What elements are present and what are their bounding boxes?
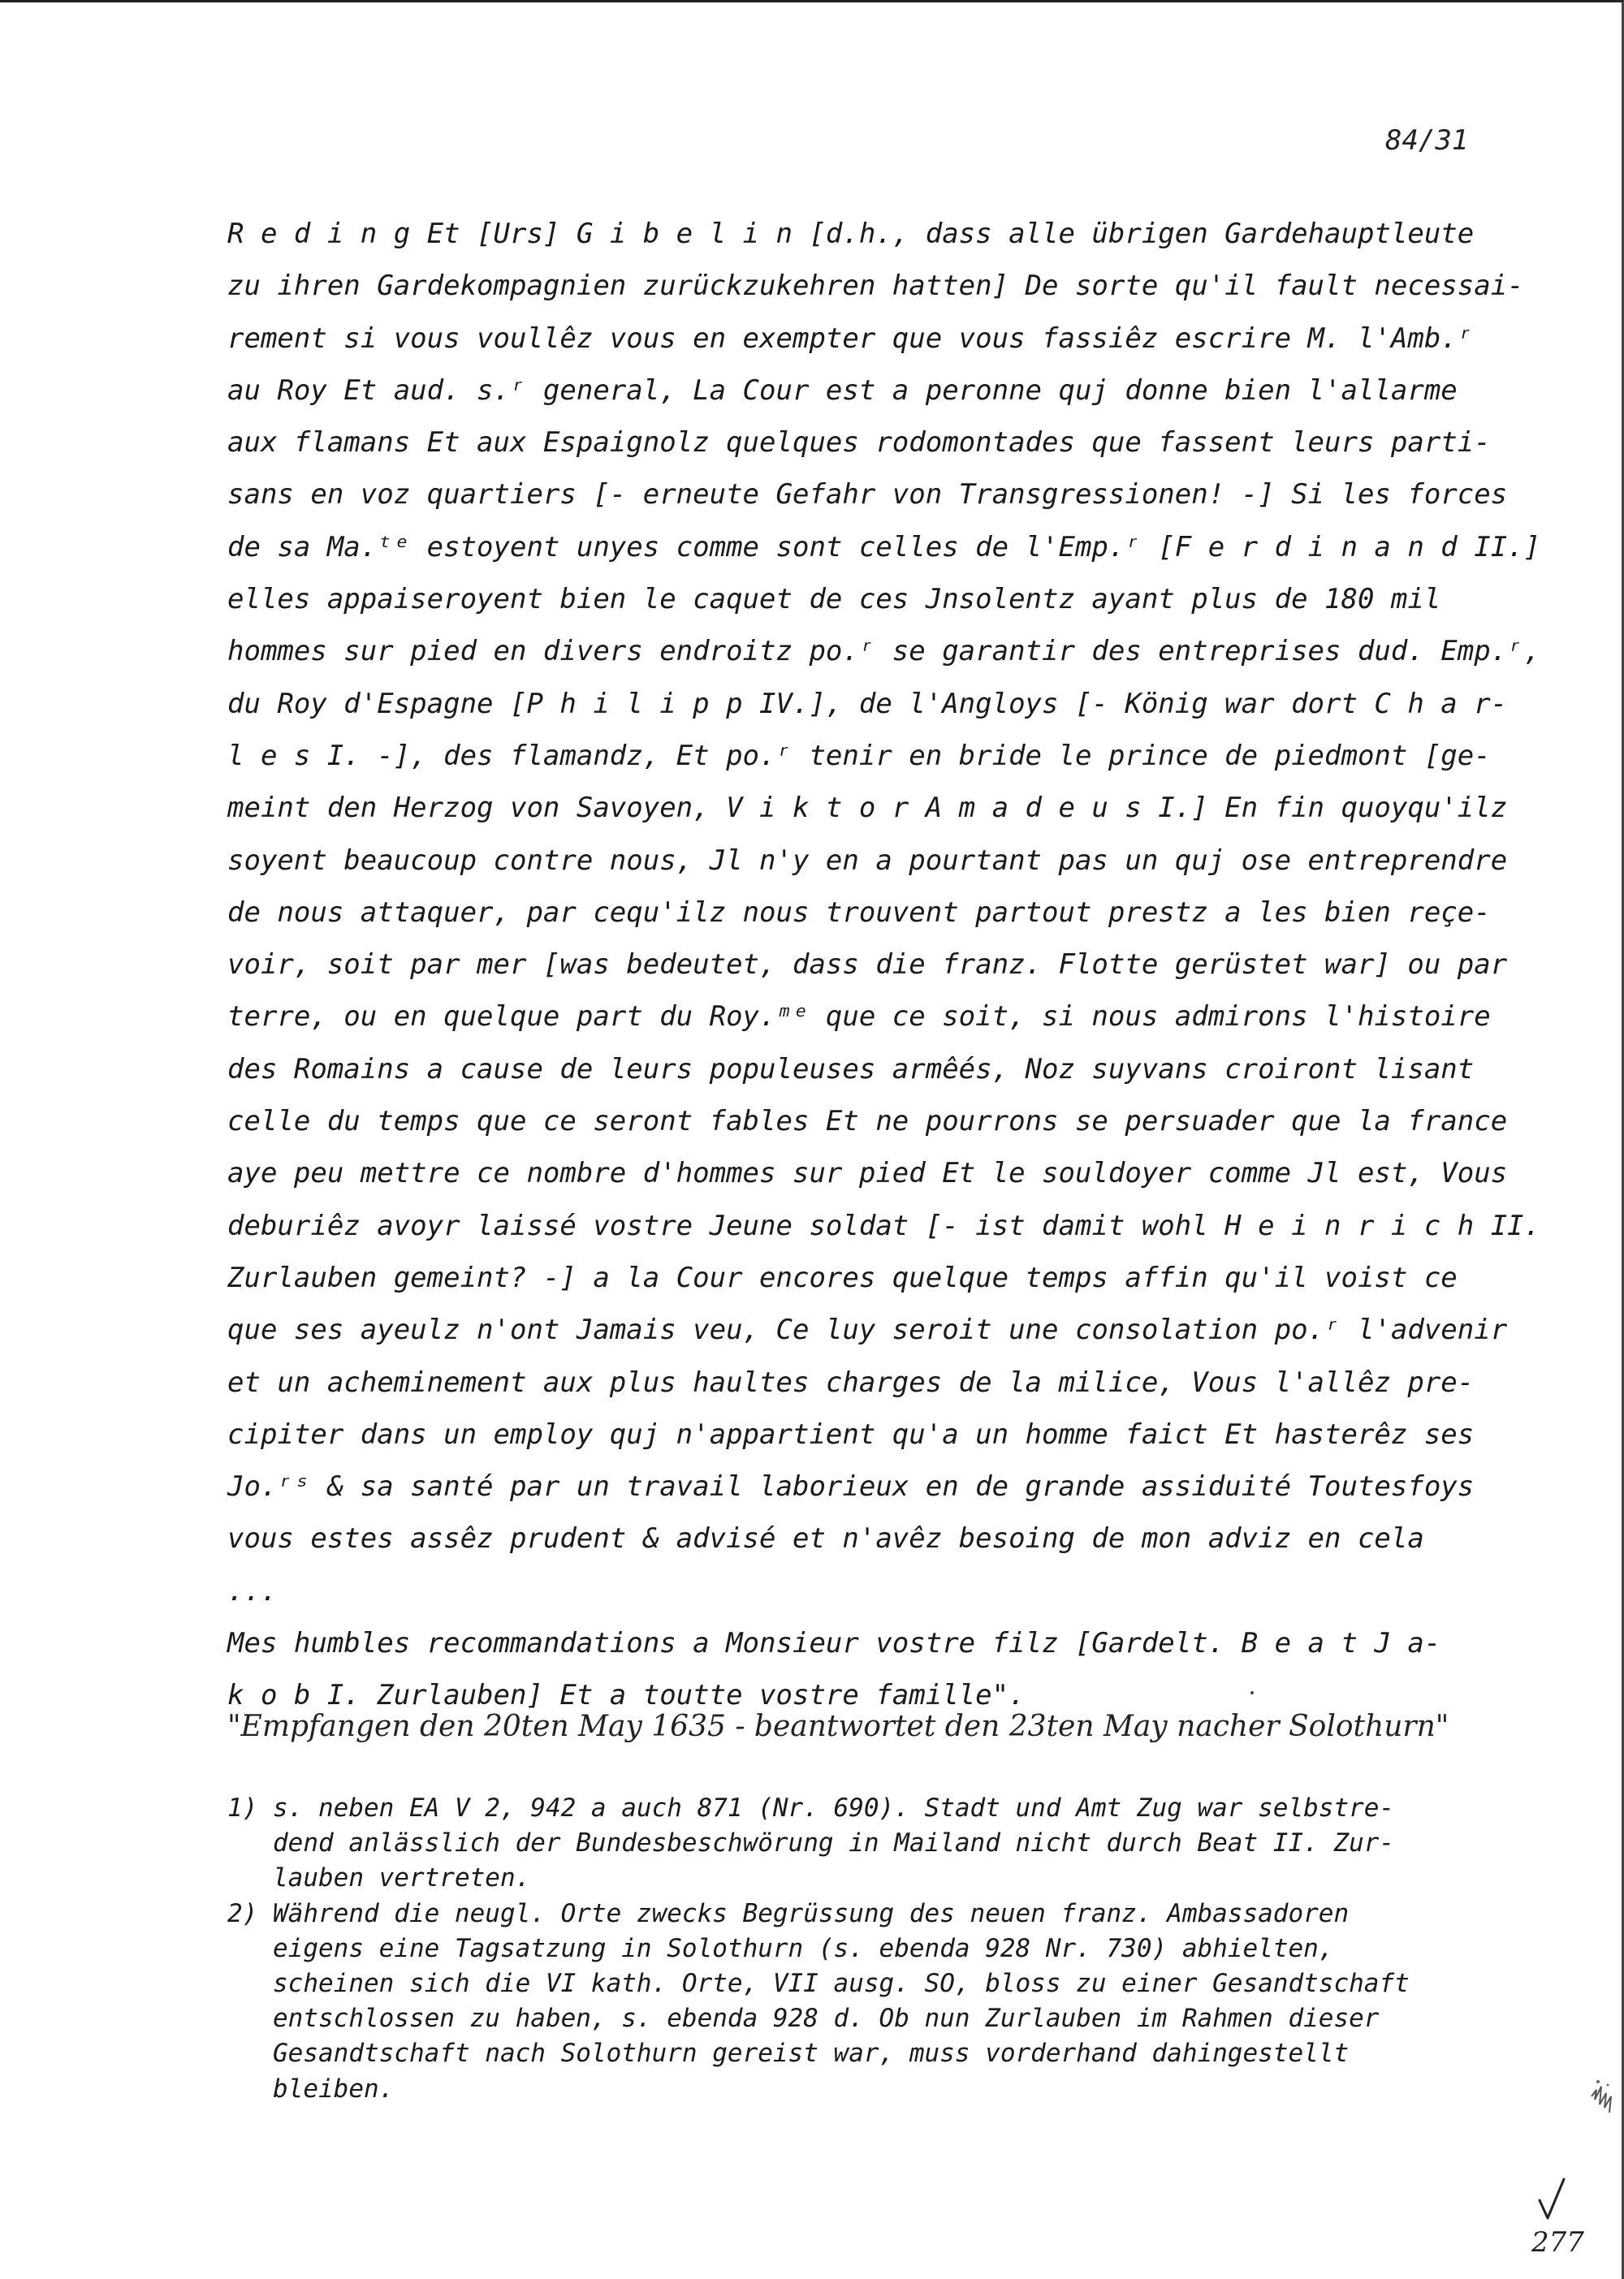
text-line: celle du temps que ce seront fables Et ne pourrons se persuader que la france <box>227 1105 1508 1138</box>
text-line: des Romains a cause de leurs populeuses armêés, Noz suyvans croiront lisant <box>227 1052 1475 1086</box>
text-line: voir, soit par mer [was bedeutet, dass die franz. Flotte gerüstet war] ou par <box>227 948 1508 982</box>
text-line: et un acheminement aux plus haultes charges de la milice, Vous l'allêz pre- <box>227 1366 1475 1399</box>
footnote-line: s. neben EA V 2, 942 a auch 871 (Nr. 690). Stadt und Amt Zug war selbstre- <box>273 1793 1395 1823</box>
text-line: cipiter dans un employ quj n'appartient qu'a un homme faict Et hasterêz ses <box>227 1418 1475 1451</box>
main-text-body <box>227 208 1543 1722</box>
text-line: Mes humbles recommandations a Monsieur vostre filz [Gardelt. B e a t J a- <box>227 1627 1441 1660</box>
ink-dot-mark <box>1249 1686 1255 1700</box>
footnote-number: 2) <box>227 1898 258 1928</box>
footnote-number: 1) <box>227 1793 258 1823</box>
text-line: l e s I. -], des flamandz, Et po.ʳ tenir en bride le prince de piedmont [ge- <box>227 739 1491 772</box>
footnote-line: scheinen sich die VI kath. Orte, VII ausg. SO, bloss zu einer Gesandtschaft <box>273 1968 1410 1998</box>
text-line: vous estes assêz prudent & advisé et n'avêz besoing de mon adviz en cela <box>227 1522 1424 1556</box>
footnote-1 <box>227 1791 1543 1897</box>
text-line: sans en voz quartiers [- erneute Gefahr von Transgressionen! -] Si les forces <box>227 478 1508 511</box>
text-line: au Roy Et aud. s.ʳ general, La Cour est a peronne quj donne bien l'allarme <box>227 373 1458 407</box>
footnote-line: eigens eine Tagsatzung in Solothurn (s. ebenda 928 Nr. 730) abhielten, <box>273 1933 1334 1963</box>
text-line: R e d i n g Et [Urs] G i b e l i n [d.h., dass alle übrigen Gardehauptleute <box>227 218 1475 250</box>
text-line: deburiêz avoyr laissé vostre Jeune soldat [- ist damit wohl H e i n r i c h II. <box>227 1209 1541 1242</box>
footnote-line: lauben vertreten. <box>273 1863 531 1893</box>
text-line: soyent beaucoup contre nous, Jl n'y en a pourtant pas un quj ose entreprendre <box>227 844 1508 877</box>
text-line: meint den Herzog von Savoyen, V i k t o r A m a d e u s I.] En fin quoyqu'ilz <box>227 792 1508 825</box>
footnote-line: Gesandtschaft nach Solothurn gereist war, muss vorderhand dahingestellt <box>273 2039 1350 2069</box>
text-line: k o b I. Zurlauben] Et a toutte vostre famille". <box>227 1679 1026 1712</box>
ink-smudge-mark <box>1585 2072 1618 2125</box>
footnote-line: bleiben. <box>273 2074 395 2104</box>
text-line: Zurlauben gemeint? -] a la Cour encores quelque temps affin qu'il voist ce <box>227 1261 1458 1294</box>
footnote-line: dend anlässlich der Bundesbeschwörung in Mailand nicht durch Beat II. Zur- <box>273 1828 1395 1858</box>
footnote-line: entschlossen zu haben, s. ebenda 928 d. Ob nun Zurlauben im Rahmen dieser <box>273 2004 1380 2034</box>
text-line: que ses ayeulz n'ont Jamais veu, Ce luy seroit une consolation po.ʳ l'advenir <box>227 1314 1508 1347</box>
archive-folio-number: 277 <box>1531 2226 1584 2259</box>
text-line: Jo.ʳˢ & sa santé par un travail laborieux en de grande assiduité Toutesfoys <box>227 1470 1475 1504</box>
text-line: rement si vous voullêz vous en exempter que vous fassiêz escrire M. l'Amb.ʳ <box>227 322 1475 355</box>
footnote-2 <box>227 1897 1543 2107</box>
footnote-line: Während die neugl. Orte zwecks Begrüssung des neuen franz. Ambassadoren <box>273 1898 1350 1928</box>
ellipsis-line: ... <box>227 1574 278 1608</box>
text-line: aye peu mettre ce nombre d'hommes sur pied Et le souldoyer comme Jl est, Vous <box>227 1157 1508 1190</box>
page-number: 84/31 <box>1385 124 1469 157</box>
check-mark-icon <box>1535 2176 1570 2229</box>
text-line: du Roy d'Espagne [P h i l i p p IV.], de l'Angloys [- König war dort C h a r- <box>227 687 1508 720</box>
footnotes-section <box>227 1791 1543 2107</box>
text-line: elles appaiseroyent bien le caquet de ces Jnsolentz ayant plus de 180 mil <box>227 583 1441 616</box>
text-line: hommes sur pied en divers endroitz po.ʳ se garantir des entreprises dud. Emp.ʳ, <box>227 635 1541 668</box>
text-line: zu ihren Gardekompagnien zurückzukehren hatten] De sorte qu'il fault necessai- <box>227 270 1524 303</box>
text-line: de sa Ma.ᵗᵉ estoyent unyes comme sont celles de l'Emp.ʳ [F e r d i n a n d II.] <box>227 530 1541 563</box>
text-line: aux flamans Et aux Espaignolz quelques rodomontades que fassent leurs parti- <box>227 426 1491 460</box>
text-line: de nous attaquer, par cequ'ilz nous trouvent partout prestz a les bien reçe- <box>227 896 1491 929</box>
text-line: terre, ou en quelque part du Roy.ᵐᵉ que ce soit, si nous admirons l'histoire <box>227 1000 1491 1034</box>
handwritten-receipt-note: "Empfangen den 20ten May 1635 - beantwortet den 23ten May nacher Solothurn" <box>227 1710 1449 1743</box>
